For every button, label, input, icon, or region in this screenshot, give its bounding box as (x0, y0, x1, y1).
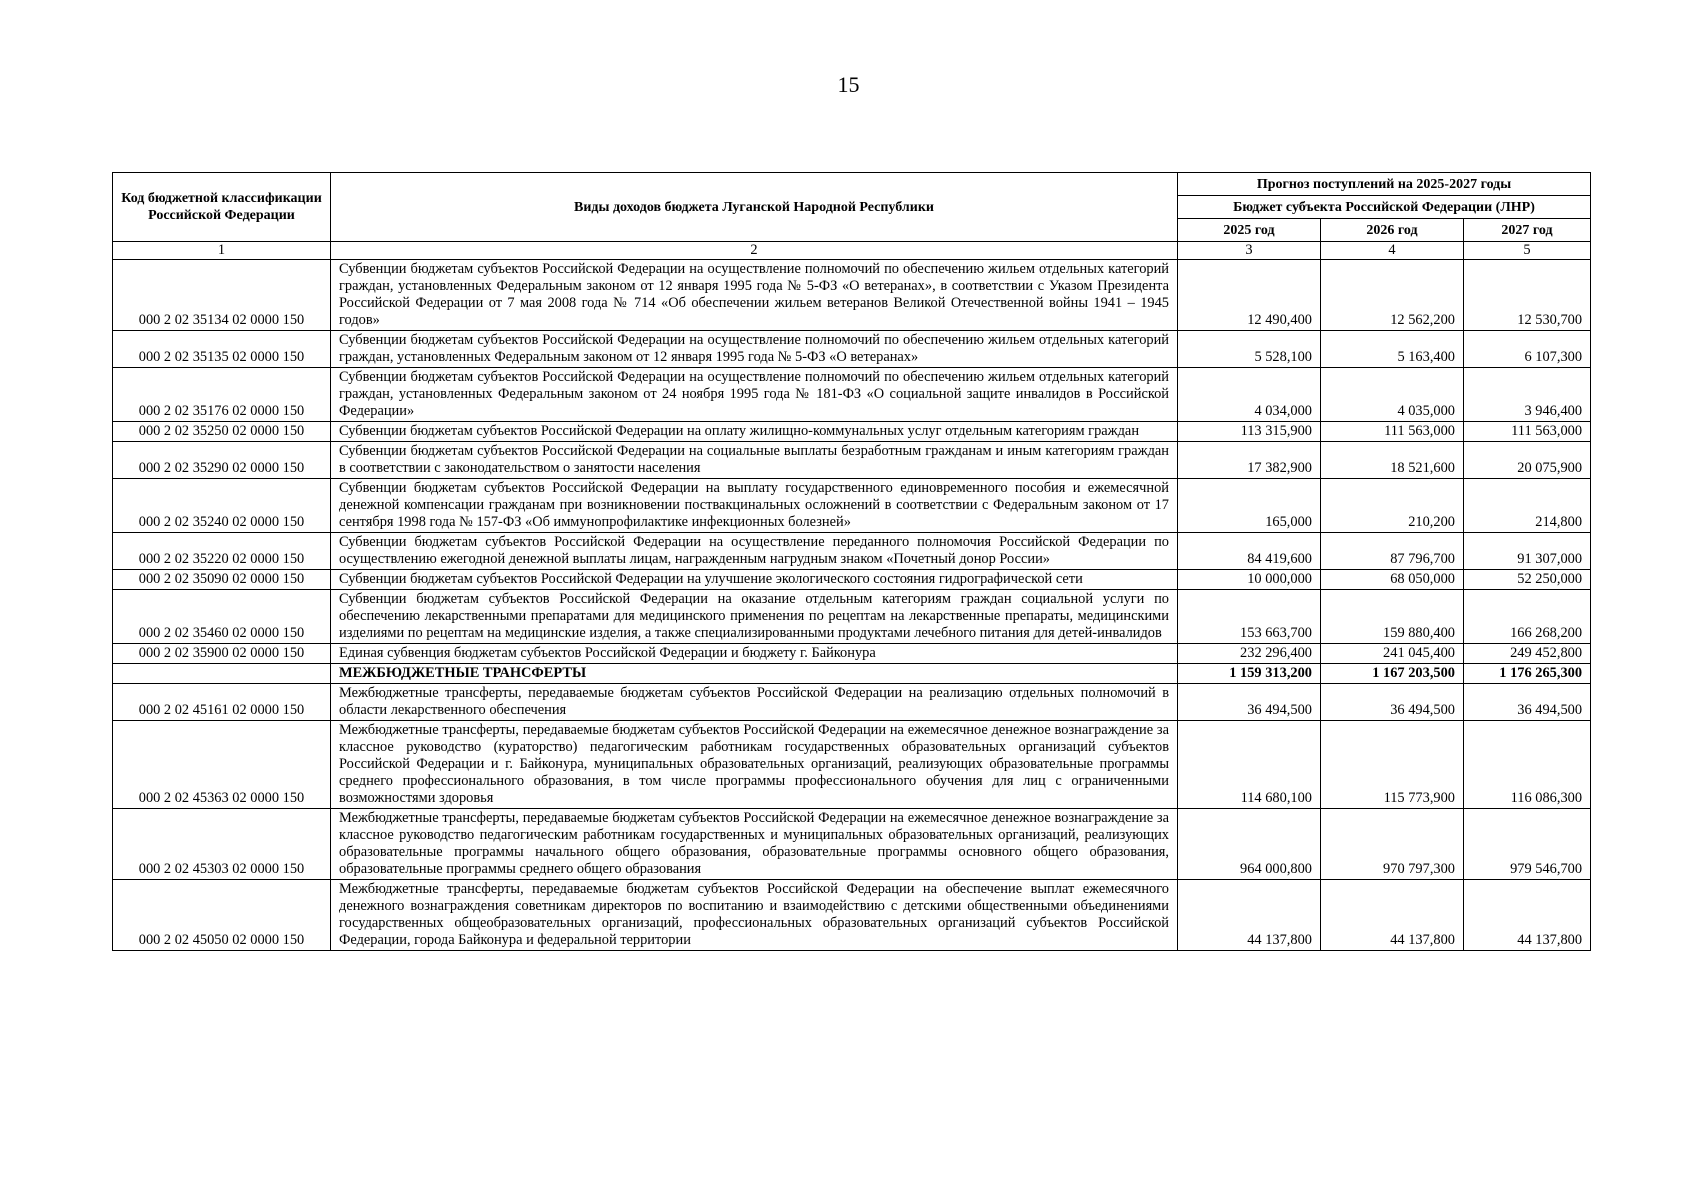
revenue-description-cell: Субвенции бюджетам субъектов Российской Федерации на социальные выплаты безработным гражданам и иным категориям граждан в соответствии с законодательством о занятости населения (331, 442, 1178, 479)
header-year-2025: 2025 год (1178, 219, 1321, 242)
table-row (113, 442, 1591, 479)
amount-2026-cell: 159 880,400 (1321, 590, 1464, 644)
amount-2026-cell: 111 563,000 (1321, 422, 1464, 442)
header-code-column: Код бюджетной классификации Российской Федерации (113, 173, 331, 242)
budget-code-cell (113, 664, 331, 684)
budget-code-cell: 000 2 02 45050 02 0000 150 (113, 880, 331, 951)
amount-2025-cell: 232 296,400 (1178, 644, 1321, 664)
amount-2025-cell: 4 034,000 (1178, 368, 1321, 422)
amount-2027-cell: 44 137,800 (1464, 880, 1591, 951)
amount-2025-cell: 153 663,700 (1178, 590, 1321, 644)
amount-2025-cell: 84 419,600 (1178, 533, 1321, 570)
column-number: 4 (1321, 242, 1464, 260)
header-name-column: Виды доходов бюджета Луганской Народной Республики (331, 173, 1178, 242)
amount-2025-cell: 17 382,900 (1178, 442, 1321, 479)
table-row (113, 721, 1591, 809)
total-row (113, 664, 1591, 684)
amount-2027-cell: 1 176 265,300 (1464, 664, 1591, 684)
table-body (113, 260, 1591, 951)
table-row (113, 260, 1591, 331)
amount-2026-cell: 36 494,500 (1321, 684, 1464, 721)
budget-code-cell: 000 2 02 35090 02 0000 150 (113, 570, 331, 590)
amount-2026-cell: 87 796,700 (1321, 533, 1464, 570)
budget-code-cell: 000 2 02 35460 02 0000 150 (113, 590, 331, 644)
header-forecast-group: Прогноз поступлений на 2025-2027 годы (1178, 173, 1591, 196)
budget-code-cell: 000 2 02 45161 02 0000 150 (113, 684, 331, 721)
amount-2025-cell: 36 494,500 (1178, 684, 1321, 721)
amount-2026-cell: 241 045,400 (1321, 644, 1464, 664)
amount-2026-cell: 970 797,300 (1321, 809, 1464, 880)
budget-code-cell: 000 2 02 35900 02 0000 150 (113, 644, 331, 664)
amount-2027-cell: 20 075,900 (1464, 442, 1591, 479)
table-row (113, 479, 1591, 533)
page-number: 15 (837, 72, 860, 97)
amount-2025-cell: 113 315,900 (1178, 422, 1321, 442)
amount-2026-cell: 68 050,000 (1321, 570, 1464, 590)
table-row (113, 570, 1591, 590)
amount-2026-cell: 115 773,900 (1321, 721, 1464, 809)
revenue-description-cell: Субвенции бюджетам субъектов Российской Федерации на осуществление полномочий по обеспечению жильем отдельных категорий граждан, установленных Федеральным законом от 24 ноября 1995 года № 181-ФЗ «О социальной защите инвалидов в Российской Федерации» (331, 368, 1178, 422)
amount-2027-cell: 979 546,700 (1464, 809, 1591, 880)
amount-2025-cell: 1 159 313,200 (1178, 664, 1321, 684)
header-year-2027: 2027 год (1464, 219, 1591, 242)
amount-2027-cell: 52 250,000 (1464, 570, 1591, 590)
revenue-description-cell: Субвенции бюджетам субъектов Российской Федерации на улучшение экологического состояния гидрографической сети (331, 570, 1178, 590)
amount-2027-cell: 116 086,300 (1464, 721, 1591, 809)
amount-2026-cell: 44 137,800 (1321, 880, 1464, 951)
revenue-description-cell: Единая субвенция бюджетам субъектов Российской Федерации и бюджету г. Байконура (331, 644, 1178, 664)
amount-2026-cell: 5 163,400 (1321, 331, 1464, 368)
table-row (113, 880, 1591, 951)
column-number-row (113, 242, 1591, 260)
amount-2026-cell: 4 035,000 (1321, 368, 1464, 422)
amount-2026-cell: 1 167 203,500 (1321, 664, 1464, 684)
amount-2025-cell: 114 680,100 (1178, 721, 1321, 809)
table-row (113, 368, 1591, 422)
revenue-description-cell: Субвенции бюджетам субъектов Российской Федерации на осуществление полномочий по обеспечению жильем отдельных категорий граждан, установленных Федеральным законом от 12 января 1995 года № 5-ФЗ «О ветеранах», в соответствии с Указом Президента Российской Федерации от 7 мая 2008 года № 714 «Об обеспечении жильем ветеранов Великой Отечественной войны 1941 – 1945 годов» (331, 260, 1178, 331)
amount-2027-cell: 36 494,500 (1464, 684, 1591, 721)
table-row (113, 809, 1591, 880)
column-number: 1 (113, 242, 331, 260)
revenue-description-cell: Субвенции бюджетам субъектов Российской Федерации на осуществление переданного полномочия Российской Федерации по осуществлению ежегодной денежной выплаты лицам, награжденным нагрудным знаком «Почетный донор России» (331, 533, 1178, 570)
amount-2027-cell: 12 530,700 (1464, 260, 1591, 331)
amount-2025-cell: 12 490,400 (1178, 260, 1321, 331)
budget-code-cell: 000 2 02 35220 02 0000 150 (113, 533, 331, 570)
table-row (113, 684, 1591, 721)
revenue-description-cell: Межбюджетные трансферты, передаваемые бюджетам субъектов Российской Федерации на ежемесячное денежное вознаграждение за классное руководство (кураторство) педагогическим работникам государственных образовательных организаций субъектов Российской Федерации и г. Байконура, муниципальных образовательных организаций, реализующих образовательные программы среднего профессионального образования, в том числе программы профессионального обучения для лиц с ограниченными возможностями здоровья (331, 721, 1178, 809)
budget-code-cell: 000 2 02 35290 02 0000 150 (113, 442, 331, 479)
amount-2027-cell: 249 452,800 (1464, 644, 1591, 664)
amount-2025-cell: 10 000,000 (1178, 570, 1321, 590)
amount-2027-cell: 6 107,300 (1464, 331, 1591, 368)
budget-code-cell: 000 2 02 35134 02 0000 150 (113, 260, 331, 331)
budget-revenue-table (112, 172, 1591, 951)
table-row (113, 422, 1591, 442)
header-budget-subgroup: Бюджет субъекта Российской Федерации (ЛНР) (1178, 196, 1591, 219)
revenue-description-cell: Межбюджетные трансферты, передаваемые бюджетам субъектов Российской Федерации на обеспечение выплат ежемесячного денежного вознаграждения советникам директоров по воспитанию и взаимодействию с детскими общественными объединениями государственных общеобразовательных организаций, профессиональных образовательных организаций субъектов Российской Федерации, города Байконура и федеральной территории (331, 880, 1178, 951)
revenue-description-cell: Межбюджетные трансферты, передаваемые бюджетам субъектов Российской Федерации на реализацию отдельных полномочий в области лекарственного обеспечения (331, 684, 1178, 721)
amount-2026-cell: 18 521,600 (1321, 442, 1464, 479)
budget-code-cell: 000 2 02 45363 02 0000 150 (113, 721, 331, 809)
table-row (113, 644, 1591, 664)
table-row (113, 331, 1591, 368)
amount-2026-cell: 12 562,200 (1321, 260, 1464, 331)
revenue-description-cell: МЕЖБЮДЖЕТНЫЕ ТРАНСФЕРТЫ (331, 664, 1178, 684)
revenue-description-cell: Субвенции бюджетам субъектов Российской Федерации на осуществление полномочий по обеспечению жильем отдельных категорий граждан, установленных Федеральным законом от 12 января 1995 года № 5-ФЗ «О ветеранах» (331, 331, 1178, 368)
budget-code-cell: 000 2 02 35240 02 0000 150 (113, 479, 331, 533)
amount-2027-cell: 111 563,000 (1464, 422, 1591, 442)
table-row (113, 590, 1591, 644)
revenue-description-cell: Субвенции бюджетам субъектов Российской Федерации на оказание отдельным категориям граждан социальной услуги по обеспечению лекарственными препаратами для медицинского применения по рецептам на лекарственные препараты, медицинскими изделиями по рецептам на медицинские изделия, а также специализированными продуктами лечебного питания для детей-инвалидов (331, 590, 1178, 644)
amount-2027-cell: 91 307,000 (1464, 533, 1591, 570)
amount-2027-cell: 166 268,200 (1464, 590, 1591, 644)
revenue-description-cell: Субвенции бюджетам субъектов Российской Федерации на выплату государственного единовременного пособия и ежемесячной денежной компенсации гражданам при возникновении поствакцинальных осложнений в соответствии с Федеральным законом от 17 сентября 1998 года № 157-ФЗ «Об иммунопрофилактике инфекционных болезней» (331, 479, 1178, 533)
column-number: 5 (1464, 242, 1591, 260)
header-year-2026: 2026 год (1321, 219, 1464, 242)
column-number: 2 (331, 242, 1178, 260)
amount-2027-cell: 214,800 (1464, 479, 1591, 533)
budget-code-cell: 000 2 02 45303 02 0000 150 (113, 809, 331, 880)
amount-2025-cell: 964 000,800 (1178, 809, 1321, 880)
amount-2026-cell: 210,200 (1321, 479, 1464, 533)
amount-2025-cell: 5 528,100 (1178, 331, 1321, 368)
budget-code-cell: 000 2 02 35135 02 0000 150 (113, 331, 331, 368)
amount-2025-cell: 44 137,800 (1178, 880, 1321, 951)
column-number: 3 (1178, 242, 1321, 260)
amount-2027-cell: 3 946,400 (1464, 368, 1591, 422)
revenue-description-cell: Субвенции бюджетам субъектов Российской Федерации на оплату жилищно-коммунальных услуг отдельным категориям граждан (331, 422, 1178, 442)
table-row (113, 533, 1591, 570)
revenue-description-cell: Межбюджетные трансферты, передаваемые бюджетам субъектов Российской Федерации на ежемесячное денежное вознаграждение за классное руководство педагогическим работникам государственных и муниципальных образовательных организаций, реализующих образовательные программы начального общего образования, образовательные программы основного общего образования, образовательные программы среднего общего образования (331, 809, 1178, 880)
amount-2025-cell: 165,000 (1178, 479, 1321, 533)
budget-code-cell: 000 2 02 35176 02 0000 150 (113, 368, 331, 422)
budget-code-cell: 000 2 02 35250 02 0000 150 (113, 422, 331, 442)
